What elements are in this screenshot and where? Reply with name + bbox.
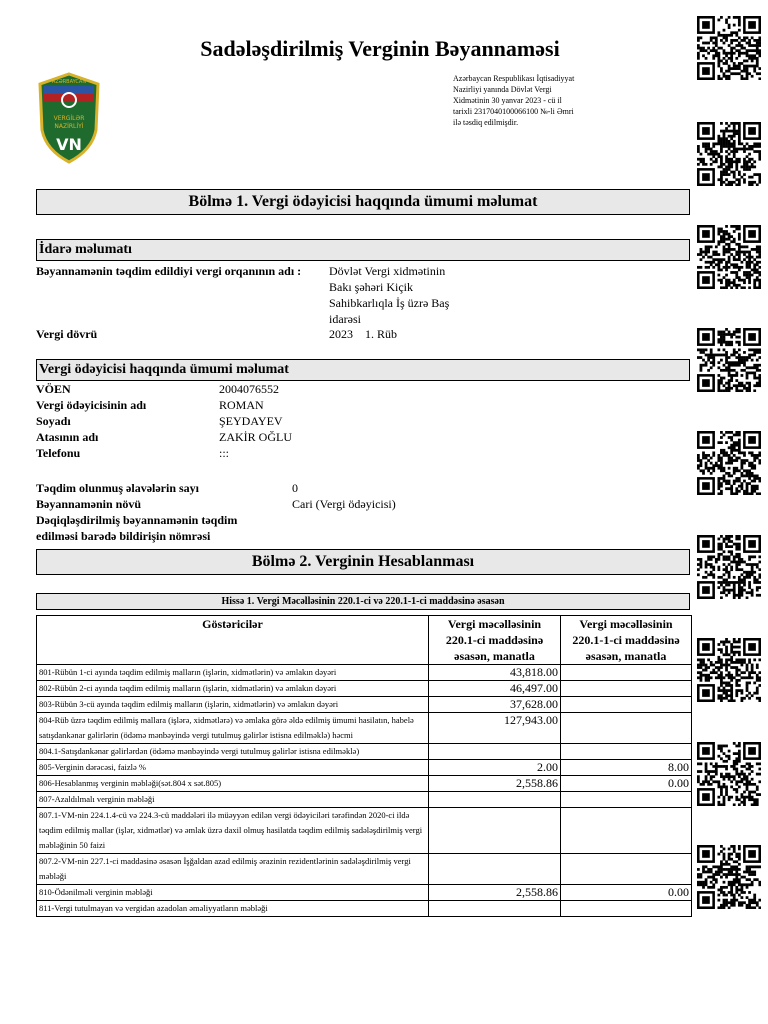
svg-text:VERGİLƏR: VERGİLƏR	[53, 115, 85, 122]
value-220-1-1-cell: 8.00	[561, 760, 692, 776]
value-220-1-1-cell	[561, 901, 692, 917]
taxpayer-name-value: ROMAN	[219, 398, 264, 412]
table-row	[37, 665, 692, 681]
tax-period-label: Vergi dövrü	[36, 327, 98, 341]
svg-text:NAZİRLİYİ: NAZİRLİYİ	[54, 123, 84, 130]
attachments-label: Təqdim olunmuş əlavələrin sayı	[36, 481, 200, 495]
table-row	[37, 854, 692, 885]
value-220-1-cell: 2,558.86	[429, 885, 561, 901]
value-220-1-cell: 2,558.86	[429, 776, 561, 792]
indicator-cell: 806-Hesablanmış verginin məbləği(sət.804 x sət.805)	[37, 776, 429, 792]
approval-line: tarixli 2317040100066100 №-li Əmri	[453, 107, 574, 116]
table-row	[37, 713, 692, 744]
value-220-1-cell	[429, 854, 561, 885]
value-220-1-1-cell: 0.00	[561, 885, 692, 901]
table-row	[37, 697, 692, 713]
patronymic-label: Atasının adı	[36, 430, 99, 444]
indicator-cell: 801-Rübün 1-ci ayında təqdim edilmiş malların (işlərin, xidmətlərin) və əmlakın dəyəri	[37, 665, 429, 681]
declaration-type-value: Cari (Vergi ödəyicisi)	[292, 497, 396, 511]
value-220-1-cell	[429, 808, 561, 854]
part1-title: Hissə 1. Vergi Məcəlləsinin 220.1-ci və 220.1-1-ci maddəsinə əsasən	[36, 593, 690, 610]
qr-code-icon	[697, 638, 761, 702]
value-220-1-cell	[429, 744, 561, 760]
qr-code-icon	[697, 225, 761, 289]
tax-organ-line: Dövlət Vergi xidmətinin	[329, 264, 446, 278]
tax-organ-line: Bakı şəhəri Kiçik	[329, 280, 413, 294]
indicator-cell: 803-Rübün 3-cü ayında təqdim edilmiş malların (işlərin, xidmətlərin) və əmlakın dəyəri	[37, 697, 429, 713]
approval-line: Xidmətinin 30 yanvar 2023 - cü il	[453, 96, 562, 105]
qr-code-icon	[697, 742, 761, 806]
table-row	[37, 776, 692, 792]
table-header-row	[37, 616, 692, 665]
qr-code-icon	[697, 431, 761, 495]
indicator-cell: 807.2-VM-nin 227.1-ci maddəsinə əsasən İşğaldan azad edilmiş ərazinin rezidentlərinin sadələşdirilmiş vergi məbləği	[37, 854, 429, 885]
phone-value: :::	[219, 446, 230, 460]
header-indicators: Göstəricilər	[37, 616, 429, 665]
table-row	[37, 744, 692, 760]
section1-title: Bölmə 1. Vergi ödəyicisi haqqında ümumi məlumat	[36, 189, 690, 215]
tax-ministry-emblem	[36, 72, 102, 164]
tax-calculation-table	[36, 615, 692, 917]
declaration-type-label: Bəyannamənin növü	[36, 497, 142, 511]
approval-line: Nazirliyi yanında Dövlət Vergi	[453, 85, 552, 94]
value-220-1-1-cell	[561, 854, 692, 885]
surname-label: Soyadı	[36, 414, 71, 428]
tax-organ-line: Sahibkarlıqla İş üzrə Baş	[329, 296, 450, 310]
value-220-1-cell: 127,943.00	[429, 713, 561, 744]
qr-code-icon	[697, 16, 761, 80]
qr-code-icon	[697, 328, 761, 392]
surname-value: ŞEYDAYEV	[219, 414, 283, 428]
indicator-cell: 804-Rüb üzrə təqdim edilmiş mallara (işlərə, xidmətlərə) və əmlaka görə əldə edilmiş ümumi hasilatın, habelə satışdankənar gəlirlərin (ödəmə mənbəyində vergi tutulmuş gəlirlər istisna edilməklə) həcmi	[37, 713, 429, 744]
svg-text:AZƏRBAYCAN: AZƏRBAYCAN	[51, 79, 87, 85]
value-220-1-cell: 46,497.00	[429, 681, 561, 697]
document-title: Sadələşdirilmiş Verginin Bəyannaməsi	[200, 36, 560, 61]
svg-text:VN: VN	[56, 135, 82, 154]
value-220-1-cell: 37,628.00	[429, 697, 561, 713]
table-row	[37, 681, 692, 697]
taxpayer-name-label: Vergi ödəyicisinin adı	[36, 398, 147, 412]
value-220-1-1-cell	[561, 792, 692, 808]
voen-label: VÖEN	[36, 382, 71, 396]
value-220-1-cell	[429, 901, 561, 917]
value-220-1-1-cell	[561, 697, 692, 713]
header-article-220-1: Vergi məcəlləsinin 220.1-ci maddəsinə əsasən, manatla	[429, 616, 561, 665]
tax-organ-value	[329, 263, 449, 327]
value-220-1-1-cell: 0.00	[561, 776, 692, 792]
taxpayer-info-header: Vergi ödəyicisi haqqında ümumi məlumat	[36, 359, 690, 381]
table-row	[37, 808, 692, 854]
value-220-1-1-cell	[561, 681, 692, 697]
indicator-cell: 811-Vergi tutulmayan və vergidən azadolan əməliyyatların məbləği	[37, 901, 429, 917]
tax-organ-label: Bəyannamənin təqdim edildiyi vergi orqanının adı :	[36, 264, 302, 278]
table-row	[37, 760, 692, 776]
value-220-1-1-cell	[561, 713, 692, 744]
value-220-1-cell	[429, 792, 561, 808]
tax-organ-line: idarəsi	[329, 312, 361, 326]
table-row	[37, 792, 692, 808]
indicator-cell: 807.1-VM-nin 224.1.4-cü və 224.3-cü maddələri ilə müəyyən edilən vergi ödəyiciləri tərəfindən 2020-ci ildə təqdim edilmiş mallar (işlər, xidmətlər) və əmlak üzrə daxil olmuş hasilatda təqdim edilmiş sadələşdirilmiş vergi məbləğinin 50 faizi	[37, 808, 429, 854]
tax-period-value: 2023 1. Rüb	[329, 327, 398, 341]
admin-info-header: İdarə məlumatı	[36, 239, 690, 261]
section2-title: Bölmə 2. Verginin Hesablanması	[36, 549, 690, 575]
indicator-cell: 802-Rübün 2-ci ayında təqdim edilmiş malların (işlərin, xidmətlərin) və əmlakın dəyəri	[37, 681, 429, 697]
value-220-1-cell: 2.00	[429, 760, 561, 776]
indicator-cell: 804.1-Satışdankənar gəlirlərdən (ödəmə mənbəyində vergi tutulmuş gəlirlər istisna edilməklə)	[37, 744, 429, 760]
table-row	[37, 885, 692, 901]
value-220-1-1-cell	[561, 808, 692, 854]
attachments-value: 0	[292, 481, 298, 495]
qr-code-icon	[697, 122, 761, 186]
approval-note	[453, 73, 603, 128]
approval-line: ilə təsdiq edilmişdir.	[453, 118, 519, 127]
patronymic-value: ZAKİR OĞLU	[219, 430, 292, 444]
indicator-cell: 805-Verginin dərəcəsi, faizlə %	[37, 760, 429, 776]
phone-label: Telefonu	[36, 446, 81, 460]
value-220-1-1-cell	[561, 744, 692, 760]
indicator-cell: 810-Ödənilməli verginin məbləği	[37, 885, 429, 901]
qr-code-icon	[697, 535, 761, 599]
qr-code-icon	[697, 845, 761, 909]
notice-number-label-1: Dəqiqləşdirilmiş bəyannamənin təqdim	[36, 513, 238, 527]
voen-value: 2004076552	[219, 382, 279, 396]
table-row	[37, 901, 692, 917]
value-220-1-1-cell	[561, 665, 692, 681]
indicator-cell: 807-Azaldılmalı verginin məbləği	[37, 792, 429, 808]
value-220-1-cell: 43,818.00	[429, 665, 561, 681]
notice-number-label-2: edilməsi barədə bildirişin nömrəsi	[36, 529, 211, 543]
approval-line: Azərbaycan Respublikası İqtisadiyyat	[453, 74, 575, 83]
header-article-220-1-1: Vergi məcəlləsinin 220.1-1-ci maddəsinə əsasən, manatla	[561, 616, 692, 665]
